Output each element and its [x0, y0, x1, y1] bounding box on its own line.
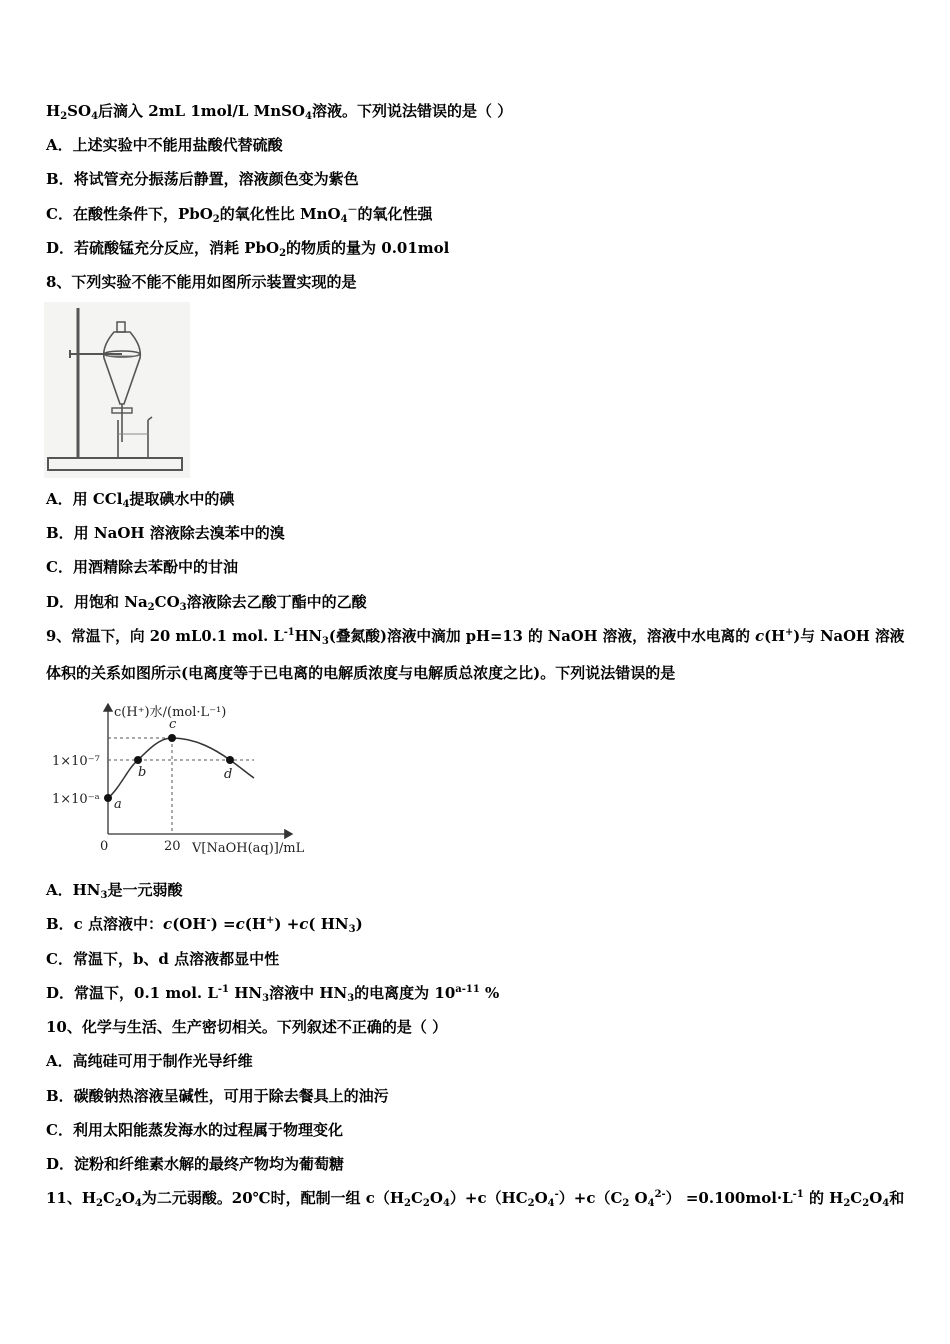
label-c: c	[169, 717, 177, 732]
q7-option-a: A．上述实验中不能用盐酸代替硫酸	[46, 136, 283, 154]
tick-1e-7: 1×10⁻⁷	[52, 754, 100, 769]
q11-stem: 11、$H_2C_2O_4$为二元弱酸。20℃时，配制一组 $c(H_2C_2O_4)+c(HC_2O_4^-)+c(C_2$ $O_4^{2-}) =0.100mol\cdot L^{-1}$ 的 $H_2C_2O_4$和	[46, 1189, 905, 1209]
q8-option-b: B．用 NaOH 溶液除去溴苯中的溴	[46, 524, 285, 542]
q8-option-d: D．用饱和 $Na_2CO_3$溶液除去乙酸丁酯中的乙酸	[46, 593, 367, 613]
point-c	[168, 734, 176, 742]
q9-option-a: A．$HN_3$是一元弱酸	[46, 881, 183, 901]
q9-option-b: B．c 点溶液中：c(OH-) =c(H+) +c( $HN_3$)	[46, 915, 363, 935]
q10-option-b: B．碳酸钠热溶液呈碱性，可用于除去餐具上的油污	[46, 1087, 389, 1105]
point-d	[226, 756, 234, 764]
separatory-funnel-apparatus-figure	[44, 302, 190, 478]
q7-option-d: D．若硫酸锰充分反应，消耗 PbO$_2$的物质的量为 0.01mol	[46, 239, 450, 259]
tick-1e-a: 1×10⁻ᵃ	[52, 792, 100, 807]
q7-option-c: C．在酸性条件下，PbO$_2$的氧化性比 MnO$_4$－的氧化性强	[46, 205, 433, 225]
y-axis-label: c(H⁺)水/(mol·L⁻¹)	[114, 705, 227, 720]
point-b	[134, 756, 142, 764]
q7-stem-tail: $H_2SO_4$后滴入 2mL 1mol/L MnSO$_4$溶液。下列说法错误的是（ ）	[46, 102, 513, 122]
q9-stem-line2: 体积的关系如图所示(电离度等于已电离的电解质浓度与电解质总浓度之比)。下列说法错误的是	[46, 664, 676, 682]
tick-origin: 0	[100, 839, 109, 854]
label-a: a	[114, 797, 122, 812]
q9-option-c: C．常温下，b、d 点溶液都显中性	[46, 950, 280, 968]
q10-stem: 10、化学与生活、生产密切相关。下列叙述不正确的是（ ）	[46, 1018, 448, 1036]
x-axis-label: V[NaOH(aq)]/mL	[192, 841, 305, 856]
q7-option-b: B．将试管充分振荡后静置，溶液颜色变为紫色	[46, 170, 359, 188]
label-d: d	[224, 767, 233, 782]
q8-stem: 8、下列实验不能不能用如图所示装置实现的是	[46, 273, 357, 291]
q8-option-a: A．用 CCl$_4$提取碘水中的碘	[46, 490, 235, 510]
q10-option-c: C．利用太阳能蒸发海水的过程属于物理变化	[46, 1121, 343, 1139]
q10-option-a: A．高纯硅可用于制作光导纤维	[46, 1052, 253, 1070]
point-a	[104, 794, 112, 802]
q10-option-d: D．淀粉和纤维素水解的最终产物均为葡萄糖	[46, 1155, 345, 1173]
q9-titration-graph	[46, 698, 336, 863]
q9-stem-line1: 9、常温下，向 20 mL0.1 mol. $L^{-1}HN_3$(叠氮酸)溶液中滴加 pH=13 的 NaOH 溶液，溶液中水电离的 c(H+)与 NaOH 溶液	[46, 627, 905, 647]
label-b: b	[138, 765, 147, 780]
q9-option-d: D．常温下，0.1 mol. $L^{-1}$ $HN_3$溶液中 $HN_3$的电离度为 10$^{a-11}$ %	[46, 984, 500, 1004]
q8-option-c: C．用酒精除去苯酚中的甘油	[46, 558, 238, 576]
tick-20: 20	[164, 839, 181, 854]
